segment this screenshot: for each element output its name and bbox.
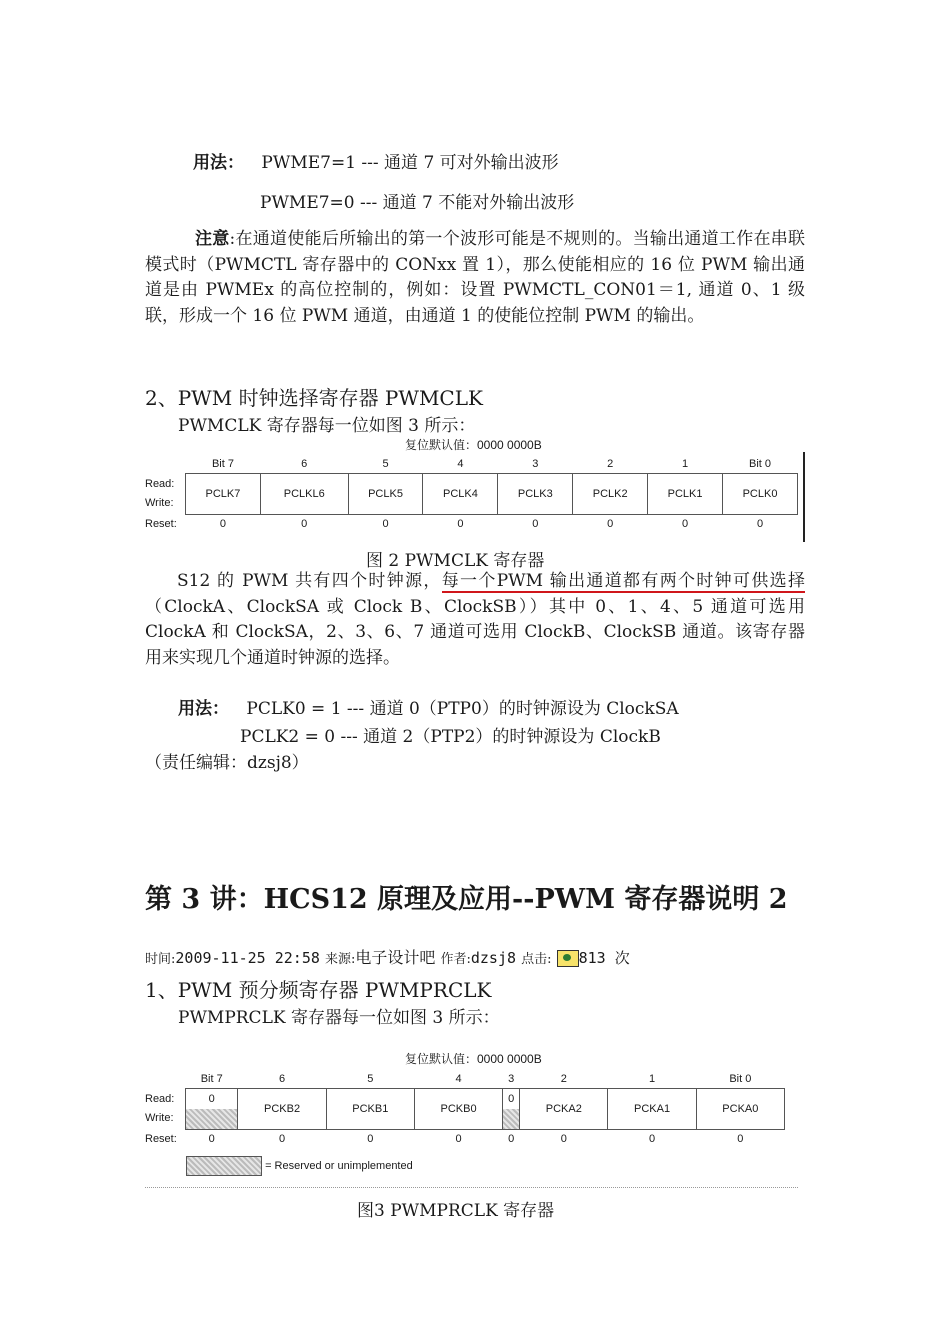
meta-author: dzsj8	[470, 949, 517, 967]
read-label: Read:	[145, 1093, 175, 1105]
bit-cell: PCLK5	[348, 474, 423, 515]
bit-header: Bit 7	[200, 1073, 223, 1085]
bit-cell: PCKA1	[608, 1089, 696, 1130]
bit-cell-row	[145, 1089, 785, 1130]
reset-value: 0	[278, 1133, 286, 1145]
note-paragraph	[145, 227, 805, 329]
bit-header-row	[145, 1070, 785, 1089]
bit-header-row	[145, 455, 798, 474]
read-value: 0	[508, 1093, 515, 1105]
reserved-hatch	[186, 1109, 237, 1129]
read-write-label	[145, 1089, 186, 1130]
reset-value: 0	[648, 1133, 656, 1145]
bit-cell-row	[145, 474, 798, 515]
bit-cell: PCKA0	[696, 1089, 784, 1130]
reset-label: Reset:	[145, 1132, 177, 1145]
reset-value: 0	[208, 1133, 215, 1145]
usage-block-1	[193, 148, 559, 173]
bit-header: 3	[532, 458, 539, 470]
usage-block-2	[178, 694, 679, 719]
bit-cell: PCKA2	[520, 1089, 608, 1130]
section-heading-pwmclk: 2、PWM 时钟选择寄存器 PWMCLK	[145, 386, 483, 410]
reset-value: 0	[455, 1133, 462, 1145]
bit-cell: PCLK2	[573, 474, 648, 515]
article-meta	[145, 945, 630, 968]
reserved-hatch	[503, 1109, 519, 1129]
meta-source-label: 来源:	[324, 952, 356, 967]
reset-value: 0	[682, 518, 689, 530]
bit-header: 1	[682, 458, 689, 470]
reset-value: 0	[382, 518, 389, 530]
legend-text: = Reserved or unimplemented	[265, 1160, 413, 1172]
reset-label: Reset:	[145, 517, 177, 530]
write-label: Write:	[145, 1112, 174, 1124]
reset-value: 0	[560, 1133, 567, 1145]
usage-label-2: 用法：	[178, 699, 229, 719]
reset-row	[145, 1130, 785, 1149]
reset-value: 0	[457, 518, 464, 530]
pwmprclk-register-table	[145, 1070, 785, 1148]
table-edge-line	[803, 452, 805, 542]
bit-header: 4	[457, 458, 464, 470]
figure-caption-pwmprclk: 图3 PWMPRCLK 寄存器	[357, 1201, 555, 1221]
bit-header: 1	[648, 1073, 656, 1085]
bit-header: 3	[508, 1073, 515, 1085]
meta-time-label: 时间:	[145, 952, 176, 967]
reset-value: 0	[367, 1133, 374, 1145]
note-text: :在通道使能后所输出的第一个波形可能是不规则的。当输出通道工作在串联模式时（PWMCTL 寄存器中的 CONxx 置 1），那么使能相应的 16 位 PWM 输出通道是由 PWMEx 的高位控制的，例如：设置 PWMCTL_CON01＝1, 通道 0、1 级联，形成一个 16 位 PWM 通道，由通道 1 的使能位控制 PWM 的输出。	[145, 229, 805, 326]
bit-header: 5	[382, 458, 389, 470]
reset-value: 0	[508, 1133, 515, 1145]
figure-caption-pwmclk: 图 2 PWMCLK 寄存器	[366, 551, 545, 571]
reserved-legend	[186, 1156, 413, 1176]
meta-source: 电子设计吧	[355, 948, 436, 967]
section-intro-pwmclk: PWMCLK 寄存器每一位如图 3 所示：	[178, 416, 476, 436]
dotted-divider	[145, 1187, 798, 1188]
pwmclk-paragraph	[145, 569, 805, 671]
section-intro-pwmprclk: PWMPRCLK 寄存器每一位如图 3 所示：	[178, 1008, 500, 1028]
clicks-icon	[557, 950, 579, 967]
bit-cell: PCLKL6	[260, 474, 348, 515]
meta-author-label: 作者:	[440, 952, 471, 967]
reset-default-pwmclk: 复位默认值：0000 0000B	[405, 438, 542, 452]
meta-clicks-label: 点击:	[521, 952, 552, 967]
write-label: Write:	[145, 497, 174, 509]
bit-header: 6	[278, 1073, 286, 1085]
note-label: 注意	[195, 229, 230, 249]
underlined-text: 每一个PWM 输出通道都有两个时钟可供选择	[441, 571, 805, 591]
meta-clicks: 813 次	[578, 949, 630, 967]
reset-value: 0	[219, 518, 226, 530]
meta-time: 2009-11-25 22:58	[175, 949, 320, 967]
usage-line-pclk2: PCLK2 = 0 --- 通道 2（PTP2）的时钟源设为 ClockB	[240, 727, 661, 747]
usage-label: 用法：	[193, 153, 244, 173]
reset-value: 0	[301, 518, 308, 530]
reset-value: 0	[756, 518, 764, 530]
bit-header: 6	[301, 458, 308, 470]
pwmclk-register-table	[145, 455, 798, 533]
editor-credit: （责任编辑：dzsj8）	[145, 753, 309, 773]
bit-header: Bit 7	[211, 458, 234, 470]
reset-value: 0	[532, 518, 539, 530]
bit-cell: PCKB2	[238, 1089, 326, 1130]
bit-header: 5	[367, 1073, 374, 1085]
bit-cell: PCKB1	[326, 1089, 414, 1130]
usage-line-2: PWME7=0 --- 通道 7 不能对外输出波形	[260, 193, 575, 213]
reset-row	[145, 515, 798, 534]
bit-header: 4	[455, 1073, 462, 1085]
section-heading-pwmprclk: 1、PWM 预分频寄存器 PWMPRCLK	[145, 978, 492, 1002]
bit-header: Bit 0	[749, 458, 772, 470]
bit-cell: PCLK7	[186, 474, 261, 515]
bit-cell: PCKB0	[414, 1089, 502, 1130]
para-start: S12 的 PWM 共有四个时钟源，	[177, 571, 442, 591]
para-rest: （ClockA、ClockSA 或 Clock B、ClockSB））其中 0、1、4、5 通道可选用 ClockA 和 ClockSA，2、3、6、7 通道可选用 ClockB、ClockSB 通道。该寄存器用来实现几个通道时钟源的选择。	[145, 596, 805, 668]
read-write-label	[145, 474, 186, 515]
usage-line-1: PWME7=1 --- 通道 7 可对外输出波形	[261, 153, 559, 173]
reset-default-pwmprclk: 复位默认值：0000 0000B	[405, 1052, 542, 1066]
usage-line-pclk0: PCLK0 = 1 --- 通道 0（PTP0）的时钟源设为 ClockSA	[246, 699, 679, 719]
bit-cell-reserved	[503, 1089, 520, 1130]
legend-swatch	[186, 1156, 262, 1176]
reset-value: 0	[737, 1133, 744, 1145]
bit-cell: PCLK4	[423, 474, 498, 515]
bit-cell-reserved	[186, 1089, 238, 1130]
bit-cell: PCLK0	[723, 474, 798, 515]
lecture-title: 第 3 讲：HCS12 原理及应用--PWM 寄存器说明 2	[145, 884, 788, 915]
bit-cell: PCLK3	[498, 474, 573, 515]
bit-cell: PCLK1	[648, 474, 723, 515]
reset-value: 0	[607, 518, 614, 530]
read-label: Read:	[145, 478, 175, 490]
bit-header: 2	[607, 458, 614, 470]
read-value: 0	[208, 1093, 215, 1105]
bit-header: 2	[560, 1073, 567, 1085]
bit-header: Bit 0	[729, 1073, 752, 1085]
